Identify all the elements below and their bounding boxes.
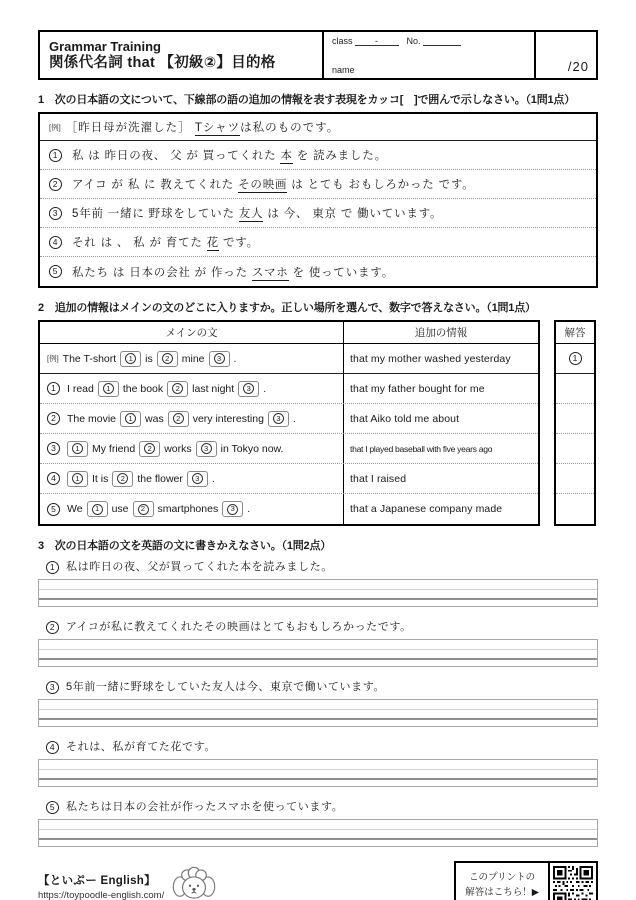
sentence-segment: is (145, 352, 153, 365)
sentence-text: 私たち は 日本の会社 が 作った スマホ を 使っています。 (72, 266, 395, 279)
circled-number: 5 (49, 265, 62, 278)
circled-number: 1 (125, 353, 136, 364)
sentence-with-slots (67, 411, 296, 427)
brand-text-block (38, 872, 164, 900)
section1-example-row (40, 114, 596, 141)
prompt-line (46, 678, 598, 694)
worksheet-topic-title: 関係代名詞 that 【初級②】目的格 (49, 55, 276, 72)
prompt-sentence: 私は昨日の夜、父が買ってくれた本を読みました。 (66, 561, 333, 573)
prompt-line (46, 618, 598, 634)
table-row (40, 404, 538, 434)
answer-cell (556, 344, 594, 374)
sentence-segment: It is (92, 472, 109, 485)
circled-number: 1 (103, 383, 114, 394)
example-label: [例] (49, 122, 61, 132)
answer-cell[interactable] (556, 404, 594, 434)
sentence-segment: . (292, 412, 296, 425)
circled-number: 5 (47, 503, 60, 516)
answer-cell[interactable] (556, 434, 594, 464)
circled-number: 3 (227, 504, 238, 515)
guide-line (39, 598, 597, 600)
table-header-row (40, 322, 538, 344)
main-sentence-cell (40, 434, 344, 463)
section2-table-body (38, 320, 540, 526)
column-header-main-sentence: メインの文 (40, 322, 344, 343)
additional-info-cell: that a Japanese company made (350, 503, 503, 515)
table-row (40, 464, 538, 494)
toypoodle-logo-icon (172, 865, 216, 900)
guide-line (39, 778, 597, 780)
circled-number: 2 (47, 412, 60, 425)
additional-info-cell: that I played baseball with five years ago (350, 443, 493, 454)
score-box[interactable]: /20 (567, 59, 589, 74)
main-sentence-cell (40, 374, 344, 403)
example-underlined-word: Tシャツ (194, 122, 241, 134)
underlined-word: その映画 (238, 179, 288, 191)
position-slot[interactable] (87, 501, 108, 517)
example-sentence (66, 119, 340, 135)
guide-line (39, 718, 597, 720)
sentence-segment: . (263, 382, 267, 395)
name-label: name (332, 65, 355, 75)
sentence-text: それ は 、 私 が 育てた 花 です。 (72, 237, 259, 249)
column-header-answer: 解答 (556, 322, 594, 344)
answer-writing-box[interactable] (38, 579, 598, 607)
answer-note-line2: 解答はこちら！▶ (465, 887, 539, 898)
qr-code-icon[interactable] (550, 863, 596, 900)
sentence-segment: The T-short (62, 352, 117, 365)
translation-item (38, 558, 598, 607)
additional-info-cell: that Aiko told me about (350, 412, 460, 425)
example-row-label: [例] (47, 354, 59, 363)
position-slot[interactable] (168, 411, 189, 427)
position-slot[interactable] (167, 381, 188, 397)
number-label: No. (406, 36, 421, 46)
position-slot[interactable] (238, 381, 259, 397)
circled-number: 1 (49, 149, 62, 162)
circled-number: 3 (214, 353, 225, 364)
main-sentence-cell (40, 494, 344, 524)
guide-line (39, 829, 597, 830)
circled-number: 3 (47, 442, 60, 455)
prompt-line (46, 798, 598, 814)
answer-writing-box[interactable] (38, 699, 598, 727)
circled-number: 4 (46, 741, 59, 754)
section1-heading: 1 次の日本語の文について、下線部の語の追加の情報を表す表現をカッコ[ ]で囲んで示しなさい。（1問1点） (38, 94, 576, 106)
position-slot[interactable] (196, 441, 217, 457)
brand-block (38, 865, 216, 900)
sentence-with-slots (67, 381, 266, 397)
answer-column (554, 320, 596, 526)
prompt-line (46, 738, 598, 754)
name-row[interactable] (332, 65, 526, 75)
sentence-segment: The movie (67, 412, 117, 425)
sentence-with-slots (67, 471, 215, 487)
prompt-line (46, 558, 598, 574)
sentence-item (40, 199, 596, 228)
sentence-segment: . (247, 503, 251, 515)
main-sentence-cell (40, 344, 344, 373)
circled-number: 3 (243, 383, 254, 394)
circled-number: 2 (162, 353, 173, 364)
underlined-word: 友人 (238, 208, 264, 220)
position-slot[interactable] (112, 471, 133, 487)
circled-number: 3 (201, 443, 212, 454)
circled-number: 2 (46, 621, 59, 634)
circled-number: 2 (172, 383, 183, 394)
class-blank-field[interactable] (355, 36, 399, 46)
prompt-sentence: それは、私が育てた花です。 (66, 741, 216, 753)
sentence-text: 私 は 昨日の夜、 父 が 買ってくれた 本 を 読みました。 (72, 150, 387, 162)
circled-number: 4 (47, 472, 60, 485)
answer-writing-box[interactable] (38, 819, 598, 847)
sentence-segment: in Tokyo now. (220, 442, 284, 455)
section1-box (38, 112, 598, 288)
circled-number: 1 (125, 413, 136, 424)
class-label: class (332, 36, 353, 46)
section3-heading: 3 次の日本語の文を英語の文に書きかえなさい。（1問2点） (38, 540, 332, 552)
sentence-with-slots (63, 351, 237, 367)
prompt-sentence: アイコが私に教えてくれたその映画はとてもおもしろかったです。 (66, 621, 412, 633)
circled-number: 1 (72, 443, 83, 454)
circled-number: 2 (49, 178, 62, 191)
underlined-word: スマホ (251, 266, 289, 279)
answer-writing-box[interactable] (38, 759, 598, 787)
circled-number: 1 (72, 473, 83, 484)
circled-number: 1 (47, 382, 60, 395)
sentence-segment: . (233, 352, 237, 365)
additional-info-cell: that my father bought for me (350, 382, 485, 395)
sentence-item (40, 257, 596, 286)
brand-url: https://toypoodle-english.com/ (38, 889, 165, 900)
position-slot[interactable] (133, 501, 154, 517)
sentence-text: アイコ が 私 に 教えてくれた その映画 は とても おもしろかった です。 (72, 179, 475, 191)
prompt-sentence: 5年前一緒に野球をしていた友人は今、東京で働いています。 (66, 681, 386, 693)
answer-note-line1: このプリントの (469, 872, 536, 884)
sentence-segment: mine (181, 352, 205, 365)
guide-line (39, 589, 597, 590)
answer-cell[interactable] (556, 464, 594, 494)
sentence-segment: very interesting (192, 412, 264, 425)
position-slot[interactable] (98, 381, 119, 397)
answer-writing-box[interactable] (38, 639, 598, 667)
section2-area (38, 320, 598, 526)
answer-link-text[interactable] (456, 863, 550, 900)
answer-cell[interactable] (556, 374, 594, 404)
table-row (40, 374, 538, 404)
additional-info-cell: that I raised (350, 472, 407, 485)
underlined-word: 本 (280, 150, 293, 162)
header (38, 30, 598, 80)
example-pre-text: ［昨日母が洗濯した］ (65, 122, 195, 134)
circled-number: 1 (92, 504, 103, 515)
sentence-segment: works (164, 442, 192, 455)
prompt-sentence: 私たちは日本の会社が作ったスマホを使っています。 (66, 801, 344, 813)
sentence-segment: I read (67, 382, 94, 395)
circled-number: 2 (144, 443, 155, 454)
brand-name: 【といぷー English】 (38, 874, 156, 887)
student-info-block (324, 32, 536, 78)
guide-line (39, 838, 597, 840)
position-slot[interactable] (187, 471, 208, 487)
sentence-segment: last night (192, 382, 235, 395)
position-slot[interactable] (139, 441, 160, 457)
position-slot[interactable] (67, 441, 88, 457)
sentence-segment: My friend (92, 442, 136, 455)
sentence-segment: the book (122, 382, 164, 395)
footer (38, 861, 598, 900)
section3-items (38, 558, 598, 847)
main-sentence-cell (40, 404, 344, 433)
table-row (40, 434, 538, 464)
guide-line (39, 658, 597, 660)
additional-info-cell: that my mother washed yesterday (350, 352, 511, 365)
position-slot[interactable] (222, 501, 243, 517)
circled-number: 4 (49, 236, 62, 249)
table-row (40, 494, 538, 524)
guide-line (39, 709, 597, 710)
sentence-segment: . (211, 472, 215, 485)
position-slot[interactable] (67, 471, 88, 487)
table-row (40, 344, 538, 374)
main-sentence-cell (40, 464, 344, 493)
translation-item (38, 738, 598, 787)
sentence-item (40, 170, 596, 199)
circled-number: 3 (273, 413, 284, 424)
answer-link-box[interactable] (454, 861, 598, 900)
circled-number: 2 (138, 504, 149, 515)
column-header-additional-info: 追加の情報 (414, 327, 468, 339)
header-title-block (40, 32, 324, 78)
position-slot[interactable] (209, 351, 230, 367)
answer-cell[interactable] (556, 494, 594, 524)
sentence-segment: We (67, 503, 83, 515)
sentence-with-slots (67, 501, 250, 517)
sentence-segment: the flower (137, 472, 183, 485)
circled-number: 1 (46, 561, 59, 574)
circled-number: 3 (49, 207, 62, 220)
circled-number: 2 (117, 473, 128, 484)
circled-number: 2 (173, 413, 184, 424)
circled-number: 1 (569, 352, 582, 365)
circled-number: 3 (46, 681, 59, 694)
class-number-row (332, 36, 526, 46)
section2-heading: 2 追加の情報はメインの文のどこに入りますか。正しい場所を選んで、数字で答えなさい。（1問1点） (38, 302, 536, 314)
position-slot[interactable] (120, 411, 141, 427)
sentence-segment: use (111, 503, 129, 515)
guide-line (39, 769, 597, 770)
circled-number: 3 (192, 473, 203, 484)
sentence-item (40, 228, 596, 257)
guide-line (39, 649, 597, 650)
class-dash: - (375, 36, 379, 46)
translation-item (38, 798, 598, 847)
position-slot[interactable] (120, 351, 141, 367)
position-slot[interactable] (157, 351, 178, 367)
circled-number: 5 (46, 801, 59, 814)
sentence-item (40, 141, 596, 170)
underlined-word: 花 (206, 237, 219, 249)
worksheet-series-title: Grammar Training (49, 38, 161, 54)
sentence-text: 5年前 一緒に 野球をしていた 友人 は 今、 東京 で 働いています。 (72, 208, 443, 220)
translation-item (38, 618, 598, 667)
number-blank-field[interactable] (423, 36, 461, 46)
sentence-segment: was (145, 412, 164, 425)
sentence-segment: smartphones (157, 503, 219, 515)
example-post-text: は私のものです。 (240, 122, 340, 134)
position-slot[interactable] (268, 411, 289, 427)
sentence-with-slots (67, 441, 283, 457)
translation-item (38, 678, 598, 727)
